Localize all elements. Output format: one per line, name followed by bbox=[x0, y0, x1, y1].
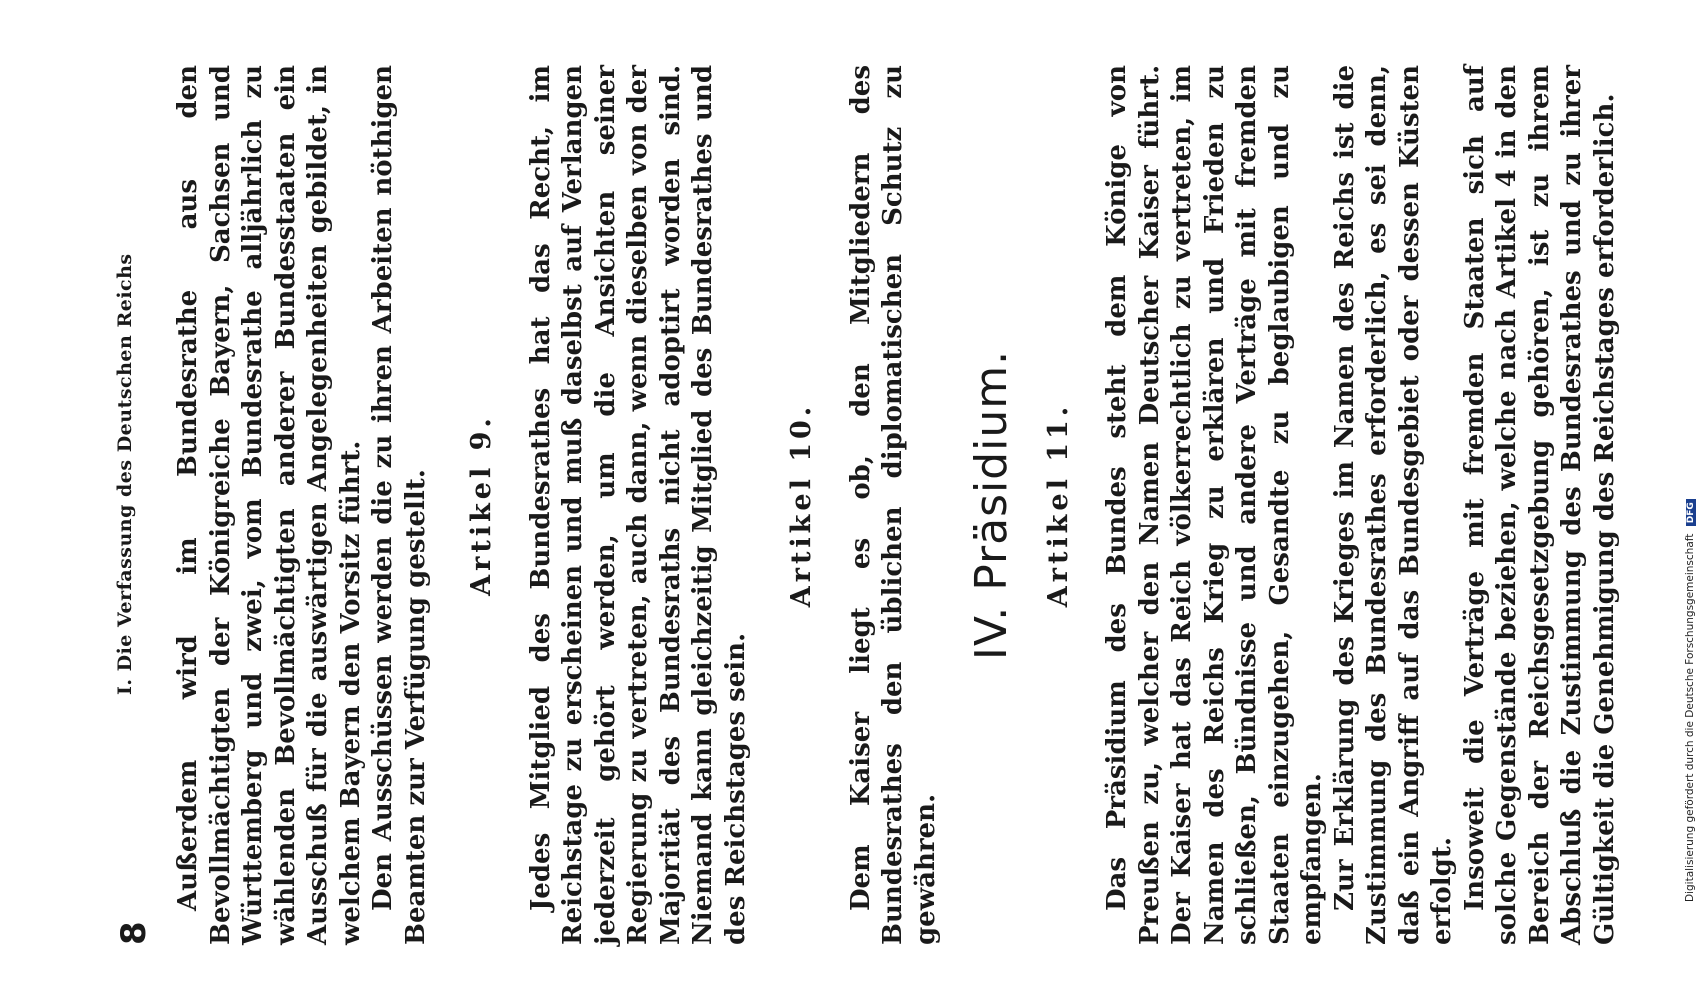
paragraph-officials: Den Ausschüssen werden die zu ihren Arbeiten nöthigen Beamten zur Verfügung gestellt. bbox=[368, 65, 431, 945]
article-9-text: Jedes Mitglied des Bundesrathes hat das Recht, im Reichstage zu erscheinen und muß daselbst auf Verlangen jederzeit gehört werden, um die Ansichten seiner Regierung zu vertreten, auch dann, wenn dieselben von der Majorität des Bundesraths nicht adoptirt worden sind. Niemand kann gleichzeitig Mitglied des Bundesrathes und des Reichstages sein. bbox=[525, 65, 751, 945]
paragraph-committee: Außerdem wird im Bundesrathe aus den Bevollmächtigten der Königreiche Bayern, Sachsen und Württemberg und zwei, vom Bundesrathe alljährlich zu wählenden Bevollmächtigten anderer Bundesstaaten ein Ausschuß für die auswärtigen Angelegenheiten gebildet, in welchem Bayern den Vorsitz führt. bbox=[173, 65, 366, 945]
dfg-logo: DFG bbox=[1686, 499, 1696, 526]
credit-text: Digitalisierung gefördert durch die Deutsche Forschungsgemeinschaft bbox=[1684, 533, 1696, 902]
article-10-heading: Artikel 10. bbox=[786, 402, 817, 608]
page-number: 8 bbox=[114, 921, 154, 945]
article-11-heading: Artikel 11. bbox=[1042, 402, 1074, 608]
page-header bbox=[88, 65, 172, 945]
article-11-paragraph-1: Das Präsidium des Bundes steht dem Könige von Preußen zu, welcher den Namen Deutscher Kaiser führt. Der Kaiser hat das Reich völkerrechtlich zu vertreten, im Namen des Reichs Krieg zu erklären und Frieden zu schließen, Bündnisse und andere Verträge mit fremden Staaten einzugehen, Gesandte zu beglaubigen und zu empfangen. bbox=[1102, 65, 1327, 945]
body-text bbox=[172, 65, 1621, 945]
article-11-paragraph-3: Insoweit die Verträge mit fremden Staaten sich auf solche Gegenstände beziehen, welche nach Artikel 4 in den Bereich der Reichsgesetzgebung gehören, ist zu ihrem Abschluß die Zustimmung des Bundesrathes und zu ihrer Gültigkeit die Genehmigung des Reichstages erforderlich. bbox=[1459, 65, 1620, 945]
article-10-text: Dem Kaiser liegt es ob, den Mitgliedern des Bundesrathes den üblichen diplomatischen Schutz zu gewähren. bbox=[845, 65, 941, 945]
article-9-heading: Artikel 9. bbox=[466, 414, 497, 596]
section-iv-heading: IV. Präsidium. bbox=[966, 349, 1017, 661]
rotated-page-content bbox=[88, 65, 1620, 945]
article-11-paragraph-2: Zur Erklärung des Krieges im Namen des Reichs ist die Zustimmung des Bundesrathes erforderlich, es sei denn, daß ein Angriff auf das Bundesgebiet oder dessen Küsten erfolgt. bbox=[1329, 65, 1457, 945]
running-head: I. Die Verfassung des Deutschen Reichs bbox=[114, 253, 136, 695]
digitization-credit bbox=[1672, 4, 1696, 904]
